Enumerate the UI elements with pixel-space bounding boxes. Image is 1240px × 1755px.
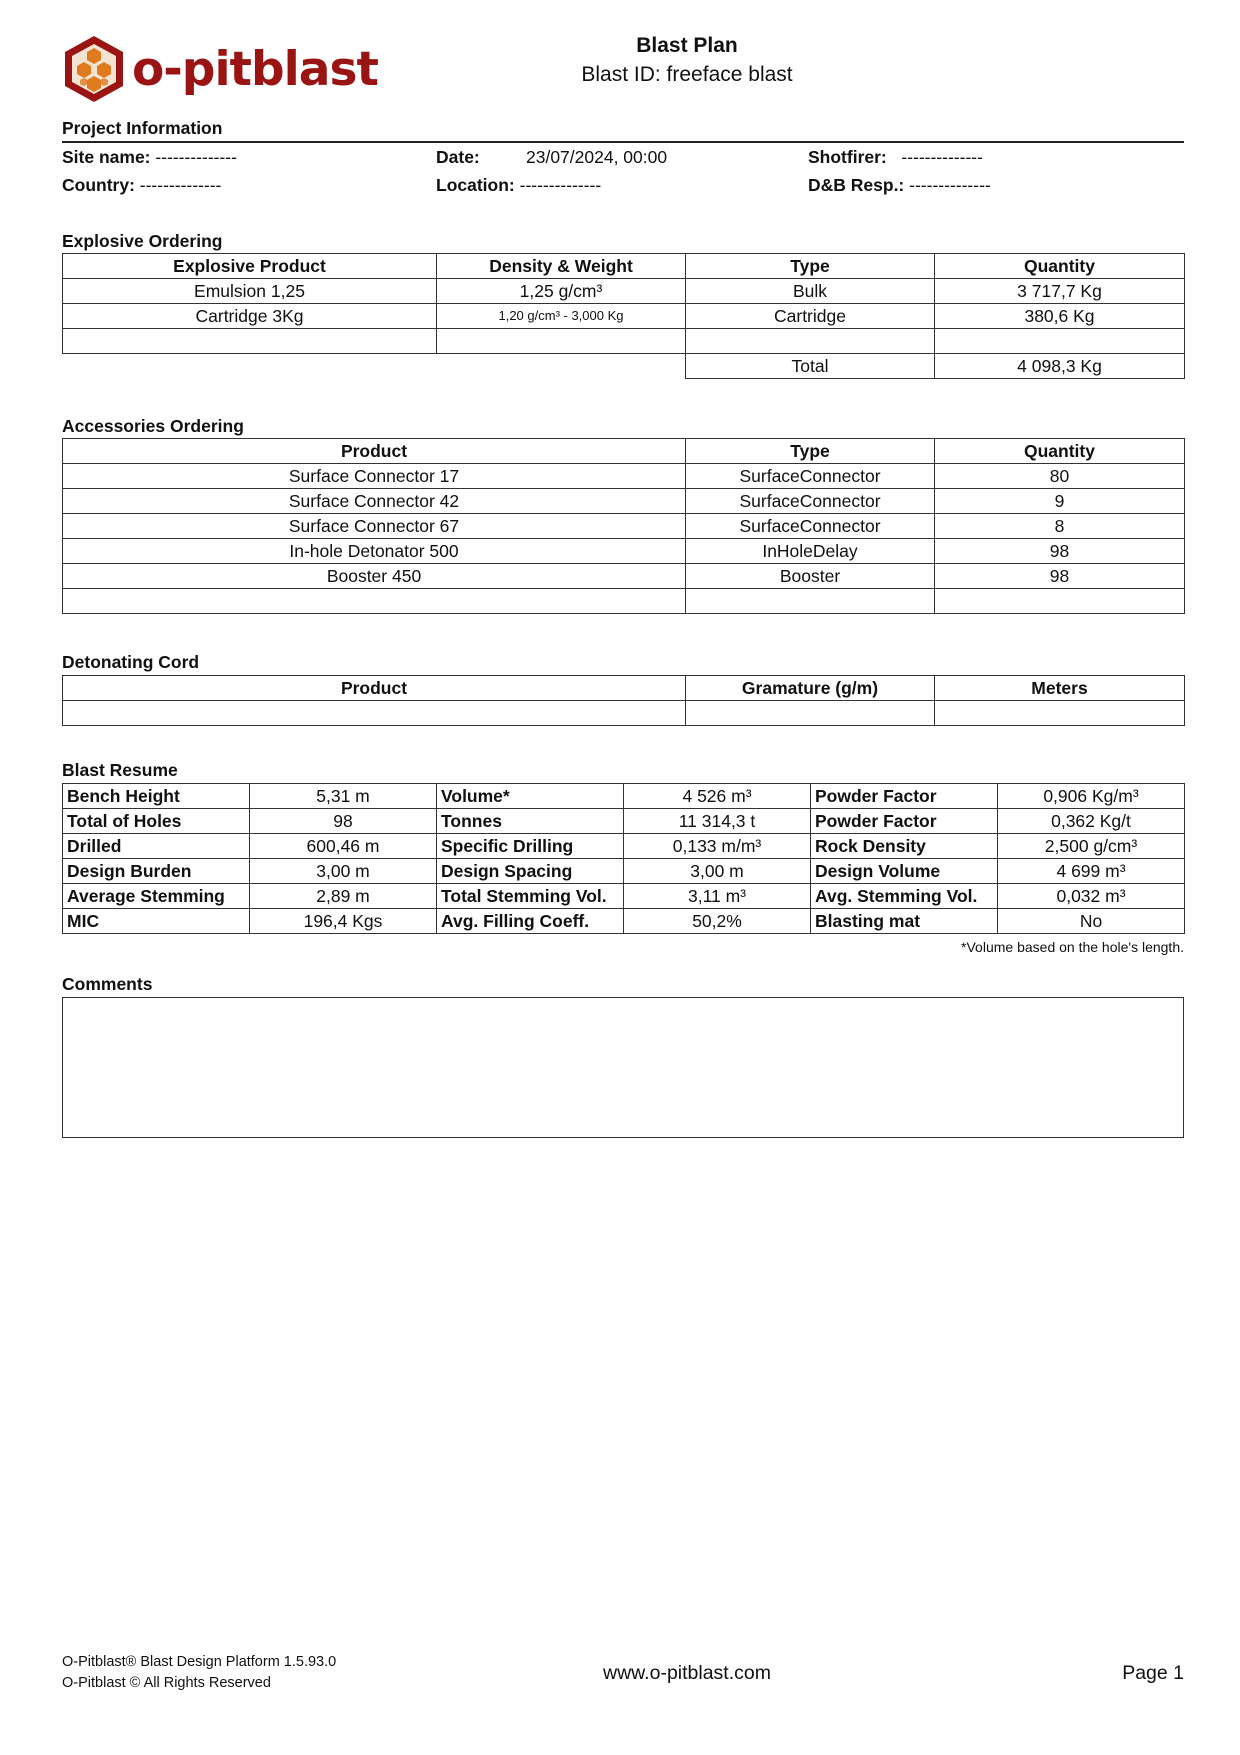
column-header: Product bbox=[63, 439, 686, 464]
table-row bbox=[63, 304, 1185, 329]
shotfirer-value: -------------- bbox=[901, 147, 983, 167]
accessory-type: InHoleDelay bbox=[686, 539, 935, 564]
resume-label: Tonnes bbox=[437, 809, 624, 834]
column-header: Explosive Product bbox=[63, 254, 437, 279]
resume-value: 5,31 m bbox=[250, 784, 437, 809]
resume-label: Design Spacing bbox=[437, 859, 624, 884]
accessory-type: SurfaceConnector bbox=[686, 514, 935, 539]
country-field bbox=[62, 175, 221, 196]
table-row-empty bbox=[63, 329, 1185, 354]
total-value: 4 098,3 Kg bbox=[935, 354, 1185, 379]
accessory-product: Surface Connector 42 bbox=[63, 489, 686, 514]
shotfirer-label: Shotfirer: bbox=[808, 147, 887, 167]
resume-value: 4 526 m³ bbox=[624, 784, 811, 809]
location-label: Location: bbox=[436, 175, 515, 195]
resume-label: Volume* bbox=[437, 784, 624, 809]
resume-value: 0,133 m/m³ bbox=[624, 834, 811, 859]
table-row-empty bbox=[63, 701, 1185, 726]
platform-version: O-Pitblast® Blast Design Platform 1.5.93.0 bbox=[62, 1654, 337, 1670]
resume-value: 0,906 Kg/m³ bbox=[998, 784, 1185, 809]
section-divider bbox=[62, 141, 1184, 143]
blast-resume-table bbox=[62, 783, 1185, 934]
resume-value: No bbox=[998, 909, 1185, 934]
accessory-product: Booster 450 bbox=[63, 564, 686, 589]
table-row bbox=[63, 514, 1185, 539]
resume-label: Specific Drilling bbox=[437, 834, 624, 859]
blast-plan-page bbox=[62, 30, 1184, 1730]
hexagon-logo-icon bbox=[62, 34, 126, 104]
resume-label: Bench Height bbox=[63, 784, 250, 809]
site-name-value: -------------- bbox=[155, 147, 237, 167]
accessory-quantity: 9 bbox=[935, 489, 1185, 514]
db-resp-field bbox=[808, 175, 991, 196]
total-label: Total bbox=[686, 354, 935, 379]
resume-value: 3,11 m³ bbox=[624, 884, 811, 909]
resume-label: Avg. Filling Coeff. bbox=[437, 909, 624, 934]
table-row bbox=[63, 564, 1185, 589]
date-label: Date: bbox=[436, 147, 480, 167]
accessory-type: Booster bbox=[686, 564, 935, 589]
resume-label: Average Stemming bbox=[63, 884, 250, 909]
location-value: -------------- bbox=[519, 175, 602, 195]
table-row bbox=[63, 464, 1185, 489]
table-row bbox=[63, 834, 1185, 859]
table-header-row bbox=[63, 254, 1185, 279]
table-row bbox=[63, 539, 1185, 564]
resume-value: 2,500 g/cm³ bbox=[998, 834, 1185, 859]
resume-value: 2,89 m bbox=[250, 884, 437, 909]
table-row-empty bbox=[63, 589, 1185, 614]
accessory-quantity: 8 bbox=[935, 514, 1185, 539]
column-header: Quantity bbox=[935, 439, 1185, 464]
location-field bbox=[436, 175, 601, 196]
document-title-block bbox=[442, 32, 932, 90]
volume-footnote: *Volume based on the hole's length. bbox=[961, 939, 1184, 955]
resume-value: 98 bbox=[250, 809, 437, 834]
explosive-ordering-title: Explosive Ordering bbox=[62, 231, 223, 251]
shotfirer-field bbox=[808, 147, 983, 168]
resume-label: Avg. Stemming Vol. bbox=[811, 884, 998, 909]
project-info-row-2 bbox=[62, 175, 1184, 201]
page-number: Page 1 bbox=[1122, 1662, 1184, 1684]
density-weight: 1,25 g/cm³ bbox=[437, 279, 686, 304]
resume-value: 0,362 Kg/t bbox=[998, 809, 1185, 834]
accessory-type: SurfaceConnector bbox=[686, 489, 935, 514]
website-link[interactable]: www.o-pitblast.com bbox=[603, 1662, 771, 1684]
column-header: Type bbox=[686, 439, 935, 464]
table-row bbox=[63, 809, 1185, 834]
comments-box bbox=[62, 997, 1184, 1138]
resume-value: 4 699 m³ bbox=[998, 859, 1185, 884]
table-header-row bbox=[63, 676, 1185, 701]
accessory-quantity: 98 bbox=[935, 564, 1185, 589]
resume-label: Total Stemming Vol. bbox=[437, 884, 624, 909]
explosive-type: Bulk bbox=[686, 279, 935, 304]
project-information-title: Project Information bbox=[62, 118, 223, 138]
table-row bbox=[63, 859, 1185, 884]
explosive-product: Emulsion 1,25 bbox=[63, 279, 437, 304]
column-header: Quantity bbox=[935, 254, 1185, 279]
explosive-quantity: 3 717,7 Kg bbox=[935, 279, 1185, 304]
site-name-label: Site name: bbox=[62, 147, 151, 167]
country-label: Country: bbox=[62, 175, 135, 195]
logo-wordmark: o-pitblast bbox=[132, 41, 378, 97]
resume-value: 3,00 m bbox=[624, 859, 811, 884]
accessory-quantity: 80 bbox=[935, 464, 1185, 489]
resume-label: Design Burden bbox=[63, 859, 250, 884]
resume-value: 11 314,3 t bbox=[624, 809, 811, 834]
accessory-quantity: 98 bbox=[935, 539, 1185, 564]
resume-value: 0,032 m³ bbox=[998, 884, 1185, 909]
table-header-row bbox=[63, 439, 1185, 464]
db-resp-value: -------------- bbox=[909, 175, 991, 195]
accessories-ordering-table bbox=[62, 438, 1185, 614]
total-row bbox=[63, 354, 1185, 379]
explosive-type: Cartridge bbox=[686, 304, 935, 329]
resume-label: MIC bbox=[63, 909, 250, 934]
detonating-cord-title: Detonating Cord bbox=[62, 652, 200, 672]
explosive-product: Cartridge 3Kg bbox=[63, 304, 437, 329]
table-row bbox=[63, 909, 1185, 934]
date-value: 23/07/2024, 00:00 bbox=[526, 147, 668, 167]
comments-title: Comments bbox=[62, 974, 153, 994]
accessory-product: Surface Connector 67 bbox=[63, 514, 686, 539]
page-title: Blast Plan bbox=[636, 34, 738, 57]
blast-id: Blast ID: freeface blast bbox=[581, 63, 793, 86]
density-weight: 1,20 g/cm³ - 3,000 Kg bbox=[437, 304, 686, 329]
accessory-product: Surface Connector 17 bbox=[63, 464, 686, 489]
accessory-type: SurfaceConnector bbox=[686, 464, 935, 489]
resume-value: 196,4 Kgs bbox=[250, 909, 437, 934]
table-row bbox=[63, 884, 1185, 909]
company-logo bbox=[62, 34, 382, 104]
country-value: -------------- bbox=[139, 175, 222, 195]
accessories-ordering-title: Accessories Ordering bbox=[62, 416, 244, 436]
resume-value: 3,00 m bbox=[250, 859, 437, 884]
resume-label: Rock Density bbox=[811, 834, 998, 859]
blast-resume-title: Blast Resume bbox=[62, 760, 178, 780]
table-row bbox=[63, 784, 1185, 809]
column-header: Density & Weight bbox=[437, 254, 686, 279]
table-row bbox=[63, 489, 1185, 514]
project-info-row-1 bbox=[62, 147, 1184, 173]
resume-label: Drilled bbox=[63, 834, 250, 859]
site-name-field bbox=[62, 147, 237, 168]
resume-label: Blasting mat bbox=[811, 909, 998, 934]
rights-reserved: O-Pitblast © All Rights Reserved bbox=[62, 1675, 271, 1691]
resume-label: Total of Holes bbox=[63, 809, 250, 834]
resume-label: Design Volume bbox=[811, 859, 998, 884]
explosive-quantity: 380,6 Kg bbox=[935, 304, 1185, 329]
accessory-product: In-hole Detonator 500 bbox=[63, 539, 686, 564]
explosive-ordering-table bbox=[62, 253, 1185, 379]
column-header: Product bbox=[63, 676, 686, 701]
detonating-cord-table bbox=[62, 675, 1185, 726]
db-resp-label: D&B Resp.: bbox=[808, 175, 905, 195]
column-header: Gramature (g/m) bbox=[686, 676, 935, 701]
resume-value: 50,2% bbox=[624, 909, 811, 934]
resume-label: Powder Factor bbox=[811, 784, 998, 809]
table-row bbox=[63, 279, 1185, 304]
resume-value: 600,46 m bbox=[250, 834, 437, 859]
column-header: Type bbox=[686, 254, 935, 279]
resume-label: Powder Factor bbox=[811, 809, 998, 834]
footer-copyright bbox=[62, 1652, 336, 1694]
column-header: Meters bbox=[935, 676, 1185, 701]
